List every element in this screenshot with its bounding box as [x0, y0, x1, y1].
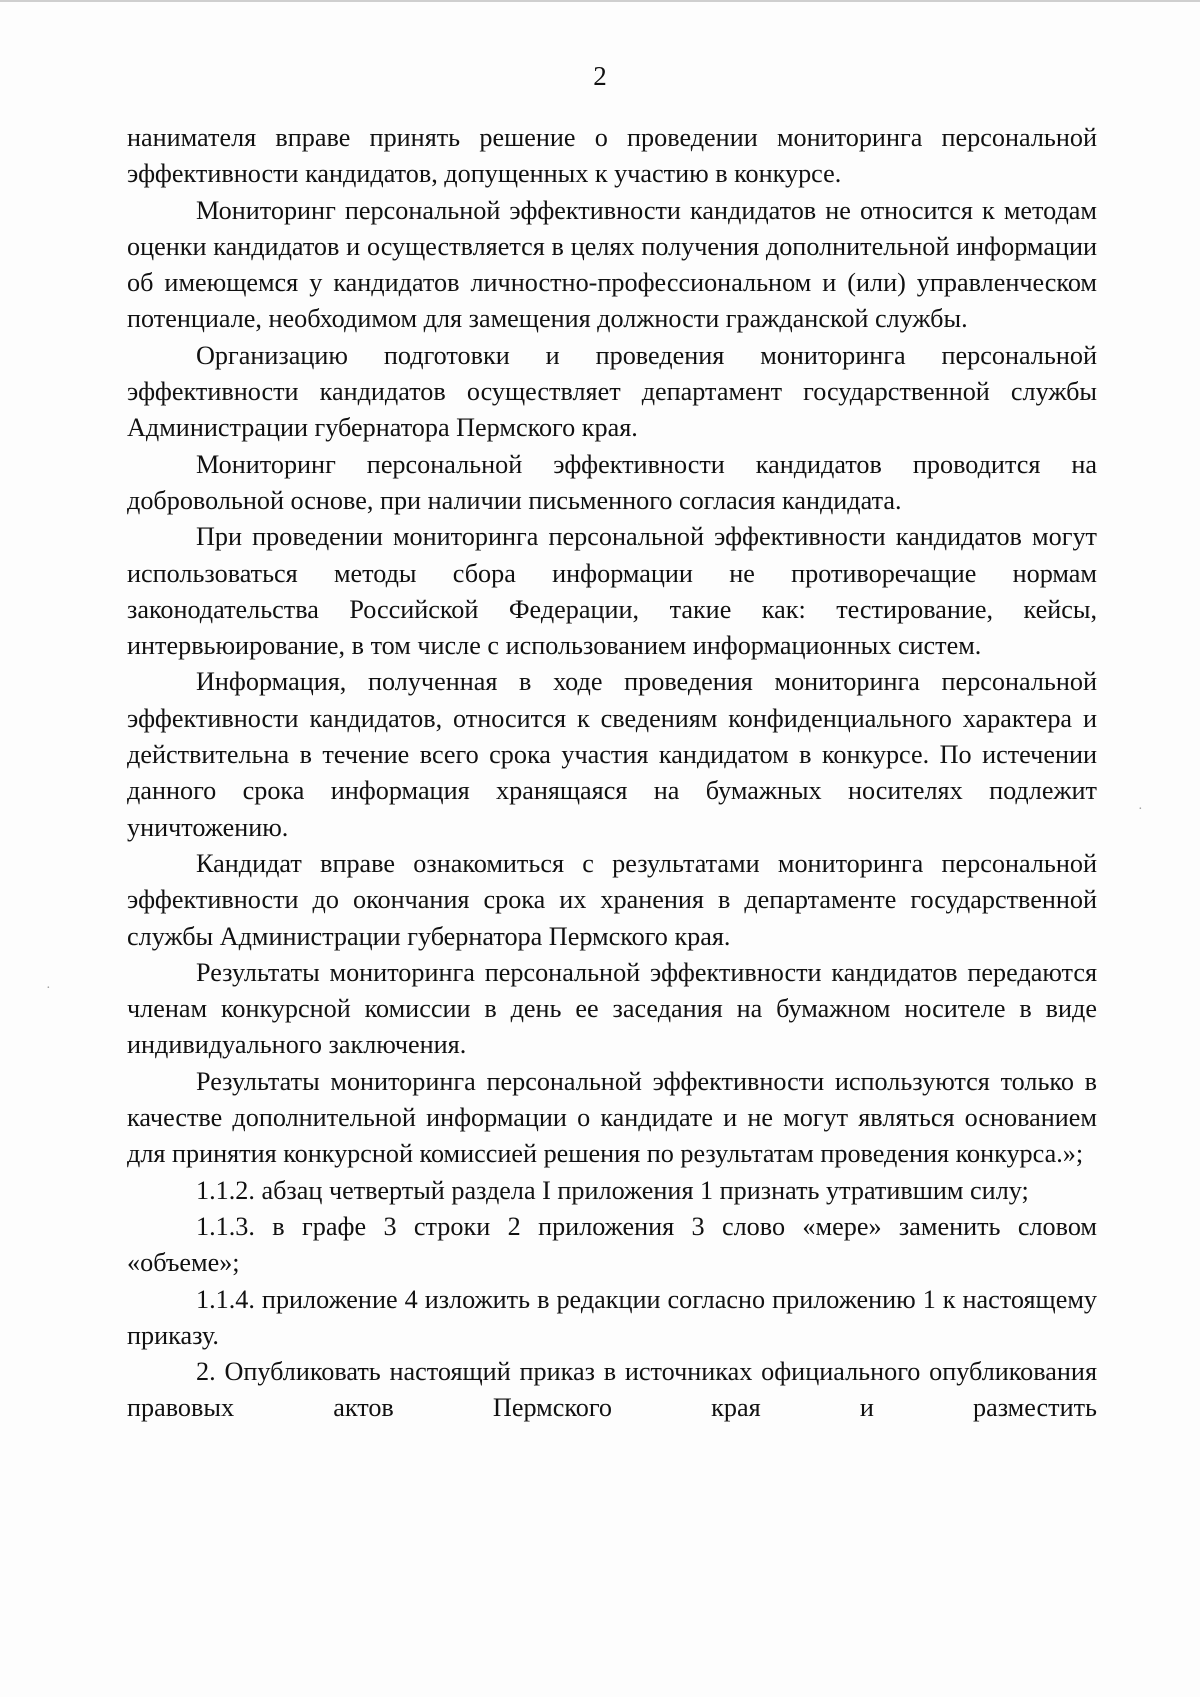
paragraph-monitoring-purpose: Мониторинг персональной эффективности кандидатов не относится к методам оценки кандидатов и осуществляется в целях получения дополнительной информации об имеющемся у кандидатов личностно-профессиональном и (или) управленческом потенциале, необходимом для замещения должности гражданской службы. [127, 195, 1097, 334]
paragraph-item-1-1-4: 1.1.4. приложение 4 изложить в редакции согласно приложению 1 к настоящему приказу. [127, 1284, 1097, 1350]
paragraph-continuation: нанимателя вправе принять решение о проведении мониторинга персональной эффективности кандидатов, допущенных к участию в конкурсе. [127, 123, 1097, 189]
paragraph-item-1-1-2: 1.1.2. абзац четвертый раздела I приложения 1 признать утратившим силу; [196, 1175, 1029, 1205]
paragraph-confidentiality: Информация, полученная в ходе проведения мониторинга персональной эффективности кандидатов, относится к сведениям конфиденциального характера и действительна в течение всего срока участия кандидатом в конкурсе. По истечении данного срока информация хранящаяся на бумажных носителях подлежит уничтожению. [127, 667, 1097, 842]
paragraph-results-transfer: Результаты мониторинга персональной эффективности кандидатов передаются членам конкурсной комиссии в день ее заседания на бумажном носителе в виде индивидуального заключения. [127, 957, 1097, 1060]
paragraph-item-2: 2. Опубликовать настоящий приказ в источниках официального опубликования правовых актов Пермского края и разместить [127, 1357, 1097, 1423]
paragraph-candidate-rights: Кандидат вправе ознакомиться с результатами мониторинга персональной эффективности до окончания срока их хранения в департаменте государственной службы Администрации губернатора Пермского края. [127, 848, 1097, 951]
scan-speck: · [46, 981, 51, 996]
paragraph-results-usage: Результаты мониторинга персональной эффективности используются только в качестве дополнительной информации о кандидате и не могут являться основанием для принятия конкурсной комиссией решения по результатам проведения конкурса.»; [127, 1066, 1097, 1169]
paragraph-methods: При проведении мониторинга персональной эффективности кандидатов могут использоваться методы сбора информации не противоречащие нормам законодательства Российской Федерации, такие как: тестирование, кейсы, интервьюирование, в том числе с использованием информационных систем. [127, 522, 1097, 661]
scan-speck: · [1138, 802, 1143, 817]
paragraph-item-1-1-3: 1.1.3. в графе 3 строки 2 приложения 3 слово «мере» заменить словом «объеме»; [127, 1211, 1097, 1278]
document-body [127, 120, 1097, 1427]
paragraph-organization: Организацию подготовки и проведения мониторинга персональной эффективности кандидатов осуществляет департамент государственной службы Администрации губернатора Пермского края. [127, 340, 1097, 443]
paragraph-voluntary: Мониторинг персональной эффективности кандидатов проводится на добровольной основе, при наличии письменного согласия кандидата. [127, 449, 1097, 515]
scan-top-edge [0, 0, 1200, 2]
page-number: 2 [593, 61, 607, 91]
